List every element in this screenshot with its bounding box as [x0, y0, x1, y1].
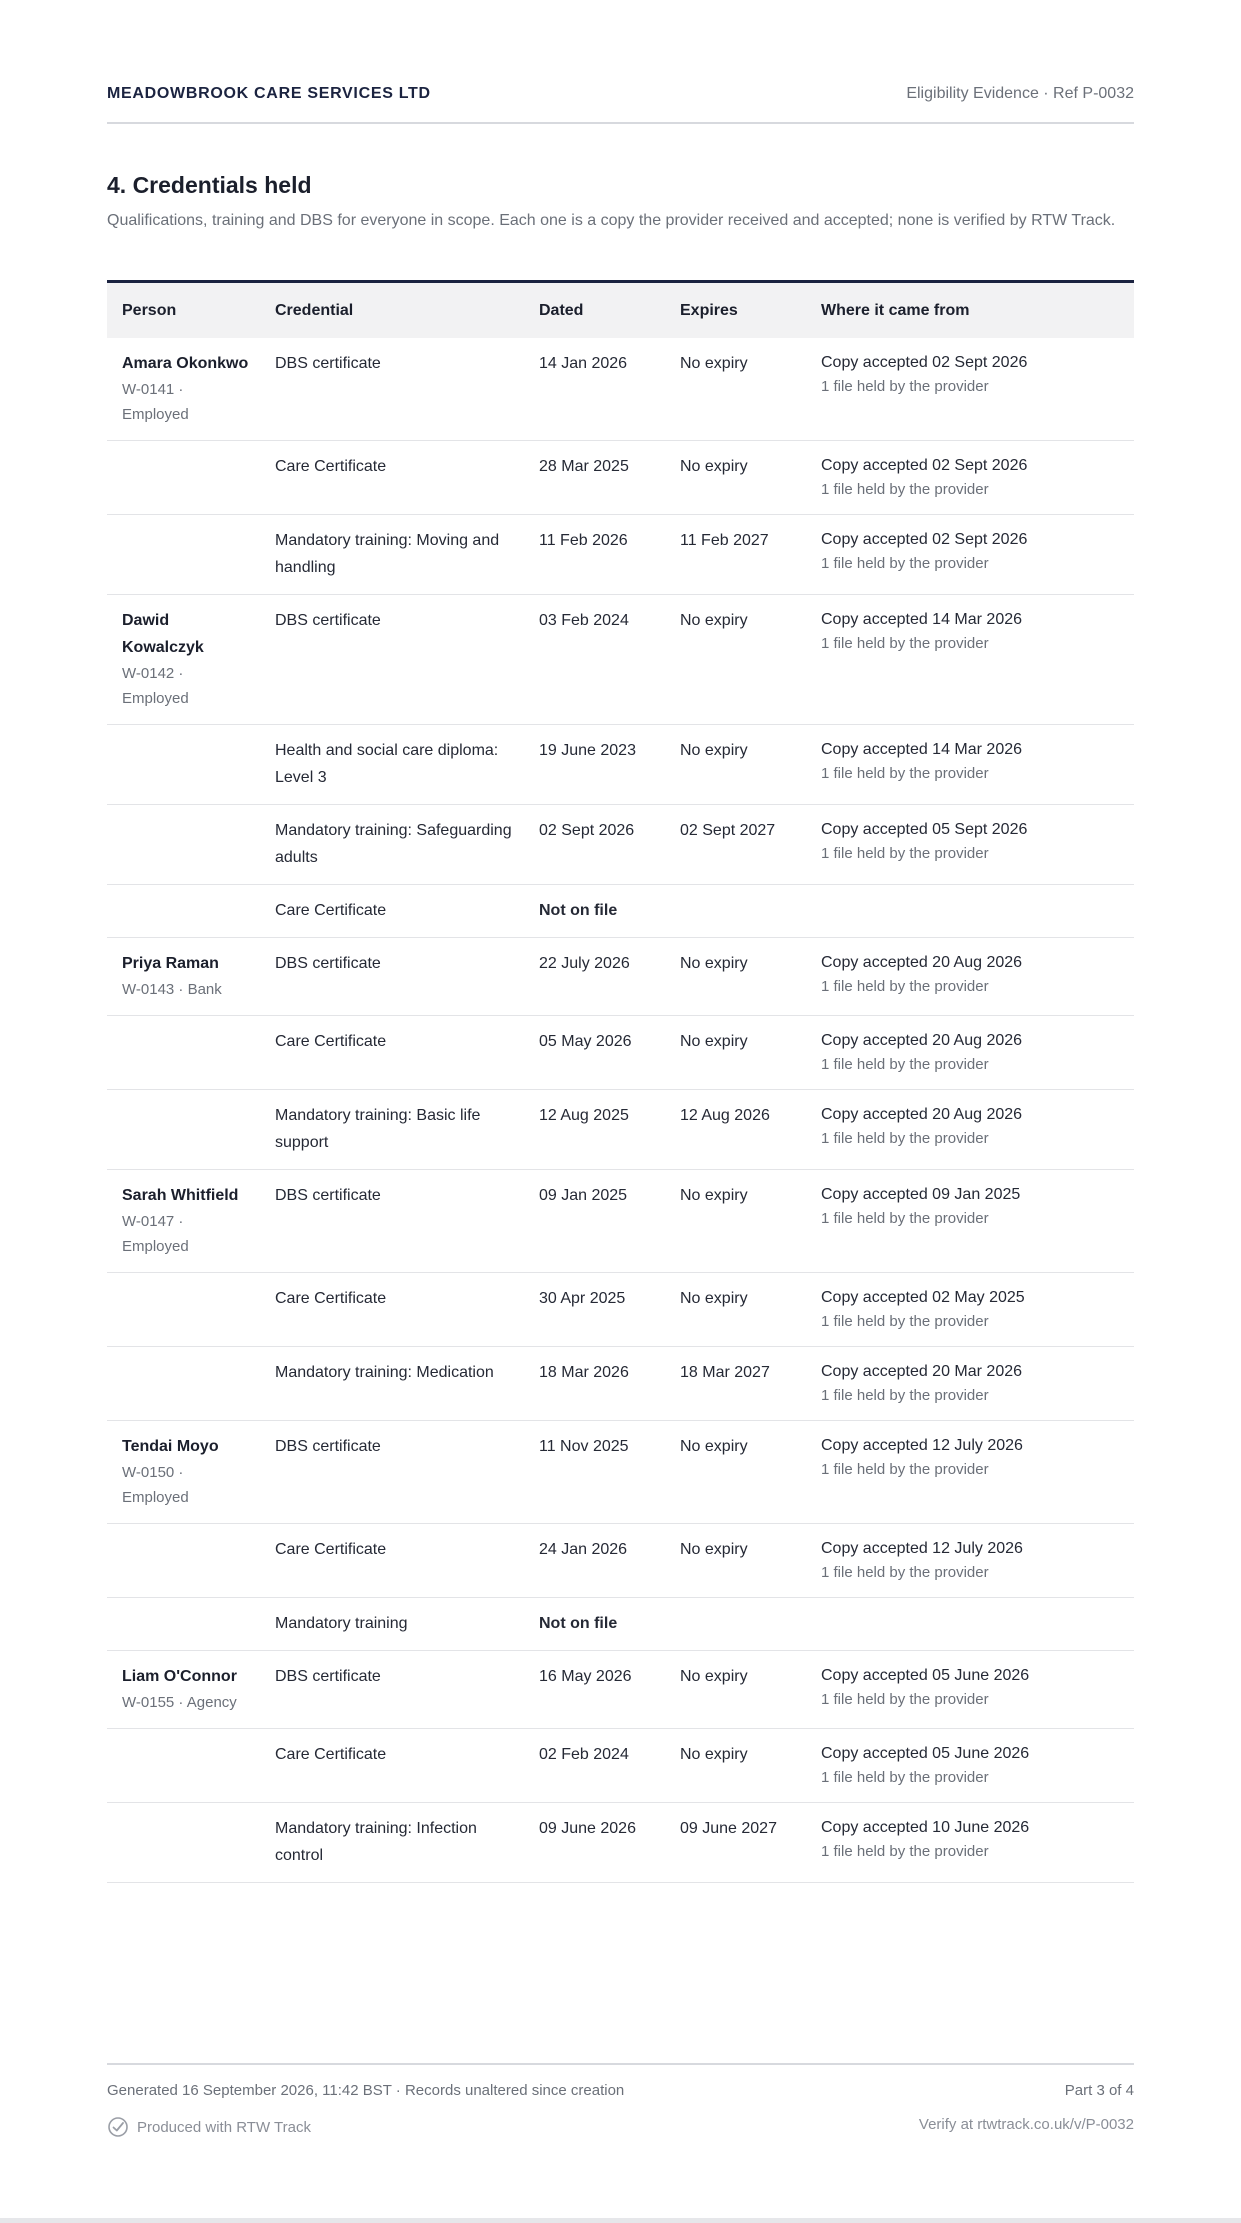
expires-cell: No expiry — [665, 725, 806, 805]
person-cell — [107, 595, 260, 725]
credential-cell: DBS certificate — [260, 595, 524, 725]
credential-cell: Care Certificate — [260, 441, 524, 515]
organisation-name: MEADOWBROOK CARE SERVICES LTD — [107, 85, 431, 102]
person-cell — [107, 515, 260, 595]
page-bottom-edge — [0, 2218, 1241, 2223]
section-title: 4. Credentials held — [107, 172, 312, 198]
expires-cell: No expiry — [665, 338, 806, 441]
person-cell — [107, 1090, 260, 1170]
source-file-note: 1 file held by the provider — [821, 845, 989, 862]
person-name: Tendai Moyo — [122, 1438, 219, 1455]
expires-cell: No expiry — [665, 1016, 806, 1090]
page-number: Part 3 of 4 — [1064, 2082, 1134, 2099]
source-accepted: Copy accepted 20 Aug 2026 — [821, 954, 1023, 971]
source-cell — [806, 1090, 1134, 1170]
credential-cell: Care Certificate — [260, 1273, 524, 1347]
credential-cell: DBS certificate — [260, 1651, 524, 1729]
source-accepted: Copy accepted 20 Mar 2026 — [821, 1363, 1023, 1380]
person-cell — [107, 441, 260, 515]
credential-cell: DBS certificate — [260, 938, 524, 1016]
person-name: Amara Okonkwo — [122, 355, 249, 372]
credential-cell: Care Certificate — [260, 885, 524, 938]
expires-cell — [665, 1598, 806, 1651]
expires-cell: No expiry — [665, 441, 806, 515]
produced-with-label: Produced with RTW Track — [137, 2118, 311, 2136]
table-row — [107, 885, 1134, 938]
not-on-file-status: Not on file — [524, 885, 665, 938]
person-cell — [107, 1524, 260, 1598]
table-row — [107, 805, 1134, 885]
credential-cell: DBS certificate — [260, 1421, 524, 1524]
table-row — [107, 515, 1134, 595]
source-file-note: 1 file held by the provider — [821, 1461, 989, 1478]
source-cell — [806, 885, 1134, 938]
person-meta: W-0142 · Employed — [122, 665, 189, 707]
dated-cell: 18 Mar 2026 — [524, 1347, 665, 1421]
table-row — [107, 1524, 1134, 1598]
source-cell — [806, 1347, 1134, 1421]
person-cell — [107, 1347, 260, 1421]
credential-cell: DBS certificate — [260, 338, 524, 441]
source-file-note: 1 file held by the provider — [821, 978, 989, 995]
expires-cell: No expiry — [665, 1421, 806, 1524]
dated-cell: 11 Feb 2026 — [524, 515, 665, 595]
person-name: Liam O'Connor — [122, 1668, 237, 1685]
credential-cell: Mandatory training: Basic life support — [260, 1090, 524, 1170]
dated-cell: 09 June 2026 — [524, 1803, 665, 1883]
table-row — [107, 1273, 1134, 1347]
table-row — [107, 338, 1134, 441]
person-cell — [107, 938, 260, 1016]
table-row — [107, 595, 1134, 725]
source-accepted: Copy accepted 09 Jan 2025 — [821, 1186, 1021, 1203]
credential-cell: Mandatory training: Safeguarding adults — [260, 805, 524, 885]
column-header-source: Where it came from — [806, 282, 1134, 339]
source-cell — [806, 441, 1134, 515]
expires-cell: 09 June 2027 — [665, 1803, 806, 1883]
source-accepted: Copy accepted 02 Sept 2026 — [821, 457, 1028, 474]
person-meta: W-0150 · Employed — [122, 1464, 189, 1506]
table-row — [107, 1347, 1134, 1421]
source-file-note: 1 file held by the provider — [821, 1130, 989, 1147]
page-header — [107, 82, 1134, 124]
source-file-note: 1 file held by the provider — [821, 1564, 989, 1581]
person-cell — [107, 1651, 260, 1729]
document-reference: Eligibility Evidence · Ref P-0032 — [906, 85, 1134, 102]
source-accepted: Copy accepted 12 July 2026 — [821, 1540, 1023, 1557]
person-name: Priya Raman — [122, 955, 219, 972]
person-cell — [107, 805, 260, 885]
check-circle-icon — [107, 2116, 129, 2138]
person-meta: W-0155 · Agency — [122, 1694, 237, 1711]
source-cell — [806, 1170, 1134, 1273]
table-row — [107, 1090, 1134, 1170]
source-cell — [806, 1421, 1134, 1524]
source-file-note: 1 file held by the provider — [821, 1387, 989, 1404]
table-row — [107, 1421, 1134, 1524]
dated-cell: 30 Apr 2025 — [524, 1273, 665, 1347]
source-file-note: 1 file held by the provider — [821, 635, 989, 652]
not-on-file-status: Not on file — [524, 1598, 665, 1651]
expires-cell: No expiry — [665, 1170, 806, 1273]
person-cell — [107, 1016, 260, 1090]
dated-cell: 19 June 2023 — [524, 725, 665, 805]
source-cell — [806, 805, 1134, 885]
source-file-note: 1 file held by the provider — [821, 1056, 989, 1073]
dated-cell: 22 July 2026 — [524, 938, 665, 1016]
person-meta: W-0147 · Employed — [122, 1213, 189, 1255]
table-row — [107, 725, 1134, 805]
section-description: Qualifications, training and DBS for everyone in scope. Each one is a copy the provider received and accepted; none is verified by RTW Track. — [107, 212, 1116, 229]
dated-cell: 05 May 2026 — [524, 1016, 665, 1090]
dated-cell: 02 Feb 2024 — [524, 1729, 665, 1803]
credential-cell: Health and social care diploma: Level 3 — [260, 725, 524, 805]
source-cell — [806, 938, 1134, 1016]
credential-cell: Mandatory training: Medication — [260, 1347, 524, 1421]
source-file-note: 1 file held by the provider — [821, 1769, 989, 1786]
source-accepted: Copy accepted 10 June 2026 — [821, 1819, 1030, 1836]
column-header-expires: Expires — [665, 282, 806, 339]
source-accepted: Copy accepted 12 July 2026 — [821, 1437, 1023, 1454]
expires-cell: 18 Mar 2027 — [665, 1347, 806, 1421]
dated-cell: 14 Jan 2026 — [524, 338, 665, 441]
dated-cell: 02 Sept 2026 — [524, 805, 665, 885]
source-file-note: 1 file held by the provider — [821, 1210, 989, 1227]
dated-cell: 11 Nov 2025 — [524, 1421, 665, 1524]
source-cell — [806, 1729, 1134, 1803]
source-accepted: Copy accepted 20 Aug 2026 — [821, 1032, 1023, 1049]
verify-link[interactable]: Verify at rtwtrack.co.uk/v/P-0032 — [918, 2116, 1134, 2133]
generated-note: Generated 16 September 2026, 11:42 BST · Records unaltered since creation — [107, 2082, 625, 2099]
dated-cell: 03 Feb 2024 — [524, 595, 665, 725]
credential-cell: DBS certificate — [260, 1170, 524, 1273]
credential-cell: Mandatory training — [260, 1598, 524, 1651]
expires-cell: No expiry — [665, 1524, 806, 1598]
source-accepted: Copy accepted 02 Sept 2026 — [821, 354, 1028, 371]
expires-cell: No expiry — [665, 1651, 806, 1729]
source-cell — [806, 595, 1134, 725]
person-cell — [107, 885, 260, 938]
person-meta: W-0143 · Bank — [122, 981, 222, 998]
column-header-credential: Credential — [260, 282, 524, 339]
source-file-note: 1 file held by the provider — [821, 1691, 989, 1708]
person-cell — [107, 1273, 260, 1347]
source-accepted: Copy accepted 14 Mar 2026 — [821, 611, 1023, 628]
table-row — [107, 1170, 1134, 1273]
source-cell — [806, 1273, 1134, 1347]
credential-cell: Mandatory training: Moving and handling — [260, 515, 524, 595]
table-row — [107, 1651, 1134, 1729]
person-cell — [107, 1729, 260, 1803]
person-name: Sarah Whitfield — [122, 1187, 239, 1204]
dated-cell: 28 Mar 2025 — [524, 441, 665, 515]
expires-cell: 02 Sept 2027 — [665, 805, 806, 885]
person-cell — [107, 338, 260, 441]
source-cell — [806, 1651, 1134, 1729]
expires-cell — [665, 885, 806, 938]
source-accepted: Copy accepted 05 June 2026 — [821, 1667, 1030, 1684]
source-file-note: 1 file held by the provider — [821, 765, 989, 782]
source-accepted: Copy accepted 20 Aug 2026 — [821, 1106, 1023, 1123]
person-name: Dawid Kowalczyk — [122, 612, 204, 656]
produced-with — [107, 2116, 311, 2138]
source-file-note: 1 file held by the provider — [821, 481, 989, 498]
dated-cell: 24 Jan 2026 — [524, 1524, 665, 1598]
person-cell — [107, 725, 260, 805]
column-header-person: Person — [107, 282, 260, 339]
source-cell — [806, 338, 1134, 441]
source-accepted: Copy accepted 14 Mar 2026 — [821, 741, 1023, 758]
person-cell — [107, 1803, 260, 1883]
source-accepted: Copy accepted 05 Sept 2026 — [821, 821, 1028, 838]
expires-cell: No expiry — [665, 1729, 806, 1803]
source-file-note: 1 file held by the provider — [821, 1843, 989, 1860]
source-cell — [806, 725, 1134, 805]
person-meta: W-0141 · Employed — [122, 381, 189, 423]
credential-cell: Care Certificate — [260, 1016, 524, 1090]
source-file-note: 1 file held by the provider — [821, 555, 989, 572]
person-cell — [107, 1598, 260, 1651]
source-cell — [806, 1016, 1134, 1090]
expires-cell: 11 Feb 2027 — [665, 515, 806, 595]
dated-cell: 12 Aug 2025 — [524, 1090, 665, 1170]
source-cell — [806, 515, 1134, 595]
source-cell — [806, 1598, 1134, 1651]
expires-cell: 12 Aug 2026 — [665, 1090, 806, 1170]
table-row — [107, 938, 1134, 1016]
source-cell — [806, 1803, 1134, 1883]
source-file-note: 1 file held by the provider — [821, 378, 989, 395]
table-row — [107, 1729, 1134, 1803]
credential-cell: Care Certificate — [260, 1524, 524, 1598]
table-row — [107, 1598, 1134, 1651]
credential-cell: Mandatory training: Infection control — [260, 1803, 524, 1883]
table-row — [107, 1016, 1134, 1090]
column-header-dated: Dated — [524, 282, 665, 339]
source-file-note: 1 file held by the provider — [821, 1313, 989, 1330]
source-accepted: Copy accepted 02 May 2025 — [821, 1289, 1025, 1306]
source-accepted: Copy accepted 02 Sept 2026 — [821, 531, 1028, 548]
credential-cell: Care Certificate — [260, 1729, 524, 1803]
source-accepted: Copy accepted 05 June 2026 — [821, 1745, 1030, 1762]
table-row — [107, 441, 1134, 515]
expires-cell: No expiry — [665, 938, 806, 1016]
table-row — [107, 1803, 1134, 1883]
expires-cell: No expiry — [665, 1273, 806, 1347]
person-cell — [107, 1170, 260, 1273]
table-header-row — [107, 282, 1134, 339]
dated-cell: 09 Jan 2025 — [524, 1170, 665, 1273]
person-cell — [107, 1421, 260, 1524]
credentials-table — [107, 280, 1134, 1883]
page-footer — [107, 2063, 1134, 2160]
dated-cell: 16 May 2026 — [524, 1651, 665, 1729]
source-cell — [806, 1524, 1134, 1598]
expires-cell: No expiry — [665, 595, 806, 725]
credentials-table-body — [107, 338, 1134, 1883]
